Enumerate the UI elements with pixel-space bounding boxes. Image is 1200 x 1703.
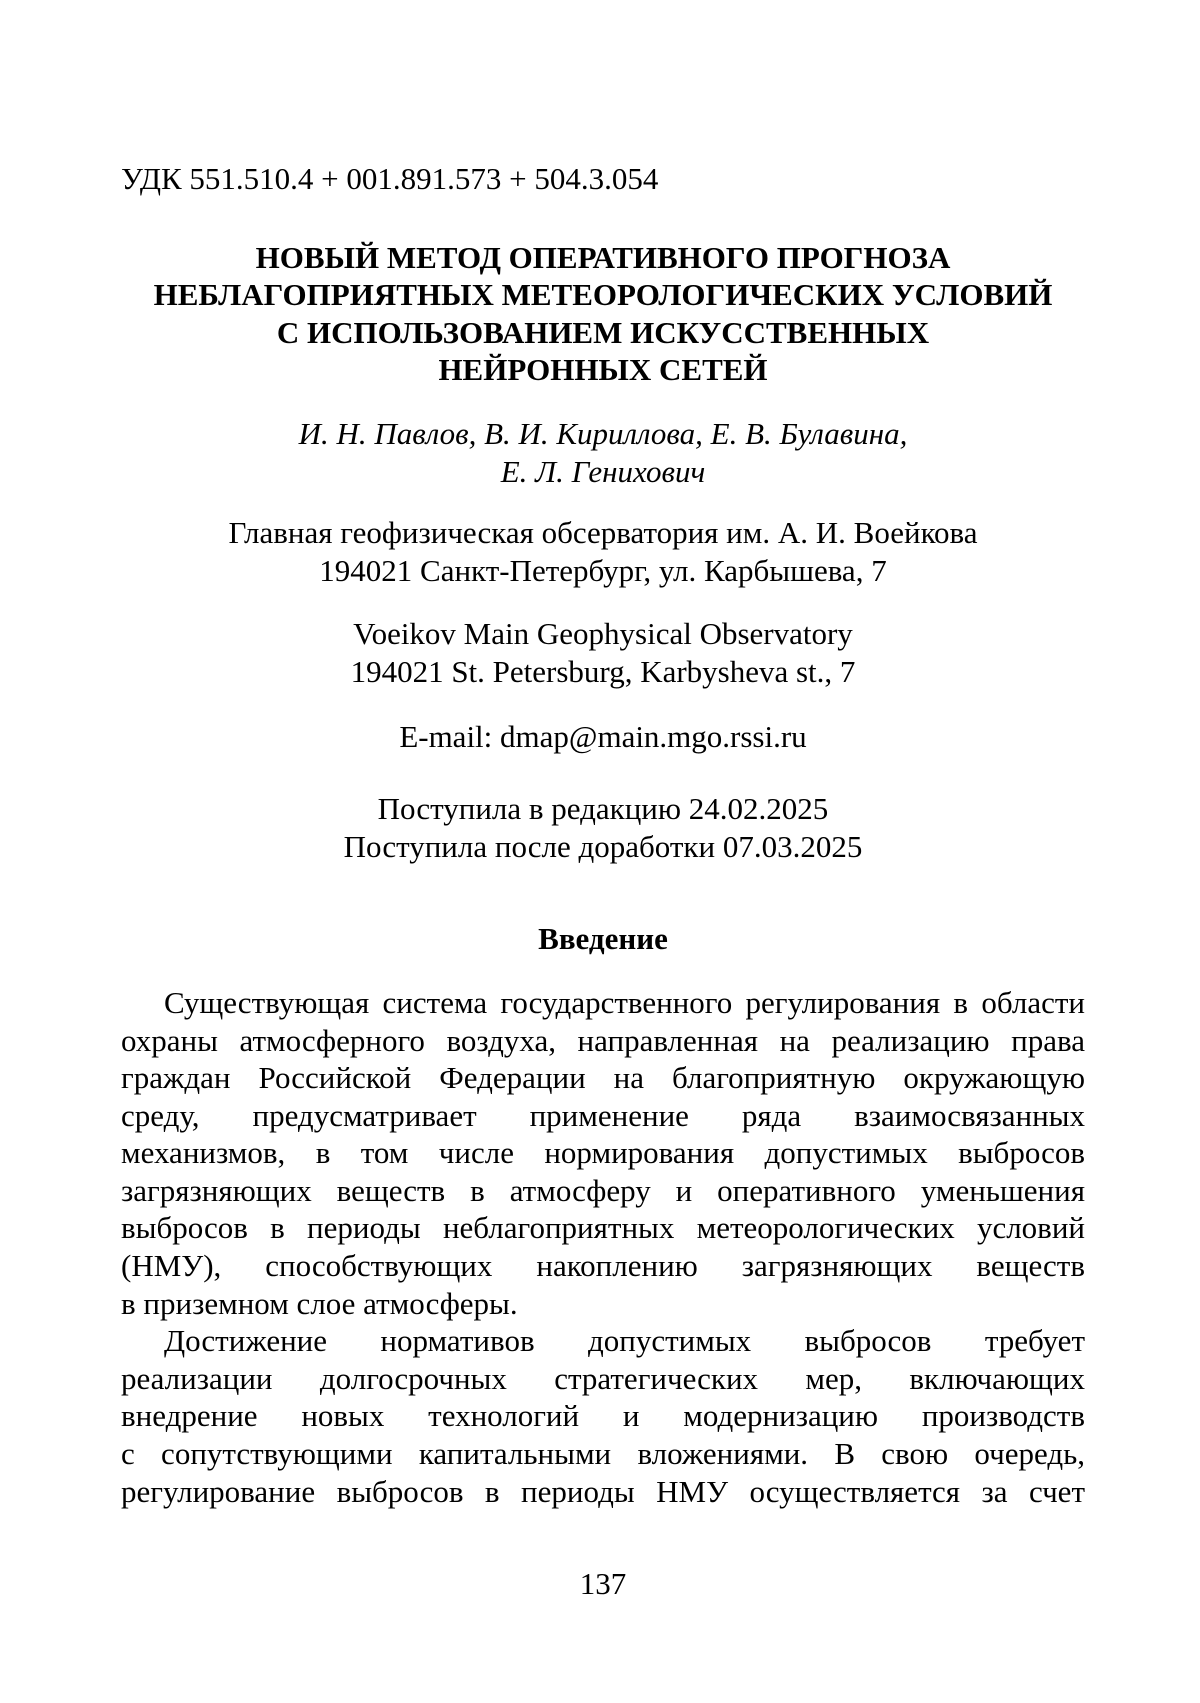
section-heading-introduction: Введение [538, 921, 668, 957]
revised-date-line: Поступила после доработки 07.03.2025 [343, 828, 863, 864]
paragraph-line: регулирование выбросов в периоды НМУ осуществляется за счет [121, 1473, 1085, 1509]
authors-line: И. Н. Павлов, В. И. Кириллова, Е. В. Булавина, [298, 415, 908, 451]
affiliation-address-en: 194021 St. Petersburg, Karbysheva st., 7 [350, 653, 856, 689]
affiliation-address: 194021 Санкт-Петербург, ул. Карбышева, 7 [319, 552, 887, 588]
authors [121, 415, 1085, 490]
contact-email: E-mail: dmap@main.mgo.rssi.ru [399, 718, 807, 754]
affiliation-name: Главная геофизическая обсерватория им. А. И. Воейкова [228, 515, 978, 551]
introduction-text [121, 984, 1085, 1510]
paragraph-line: Существующая система государственного регулирования в области [164, 984, 1085, 1020]
paragraph-line: граждан Российской Федерации на благоприятную окружающую [121, 1060, 1085, 1096]
article-title-line: НЕБЛАГОПРИЯТНЫХ МЕТЕОРОЛОГИЧЕСКИХ УСЛОВИЙ [153, 277, 1053, 313]
article-title-line: НЕЙРОННЫХ СЕТЕЙ [438, 352, 768, 388]
page-number: 137 [579, 1566, 627, 1602]
paragraph-line: загрязняющих веществ в атмосферу и оперативного уменьшения [121, 1172, 1085, 1208]
paragraph-line: охраны атмосферного воздуха, направленная на реализацию права [121, 1022, 1085, 1058]
received-dates [121, 790, 1085, 865]
article-title [121, 239, 1085, 389]
article-title-line: С ИСПОЛЬЗОВАНИЕМ ИСКУССТВЕННЫХ [276, 314, 930, 350]
paragraph-line: механизмов, в том числе нормирования допустимых выбросов [121, 1135, 1085, 1171]
paragraph-line: внедрение новых технологий и модернизацию производств [121, 1398, 1085, 1434]
paragraph [121, 1322, 1085, 1510]
paragraph-line: (НМУ), способствующих накоплению загрязняющих веществ [121, 1248, 1085, 1284]
affiliation-english [121, 615, 1085, 690]
article-title-line: НОВЫЙ МЕТОД ОПЕРАТИВНОГО ПРОГНОЗА [255, 239, 951, 275]
paragraph-line: с сопутствующими капитальными вложениями. В свою очередь, [121, 1436, 1085, 1472]
affiliation-name-en: Voeikov Main Geophysical Observatory [353, 616, 853, 652]
paragraph-line: реализации долгосрочных стратегических мер, включающих [121, 1360, 1085, 1396]
authors-line: Е. Л. Генихович [500, 453, 706, 489]
paragraph-line: Достижение нормативов допустимых выбросов требует [164, 1323, 1085, 1359]
paragraph-line: среду, предусматривает применение ряда взаимосвязанных [121, 1097, 1085, 1133]
affiliation-russian [121, 514, 1085, 589]
paragraph-line: выбросов в периоды неблагоприятных метеорологических условий [121, 1210, 1085, 1246]
udc-code: УДК 551.510.4 + 001.891.573 + 504.3.054 [121, 161, 659, 196]
paragraph-line: в приземном слое атмосферы. [121, 1285, 518, 1321]
paragraph [121, 984, 1085, 1322]
received-date-line: Поступила в редакцию 24.02.2025 [377, 791, 829, 827]
